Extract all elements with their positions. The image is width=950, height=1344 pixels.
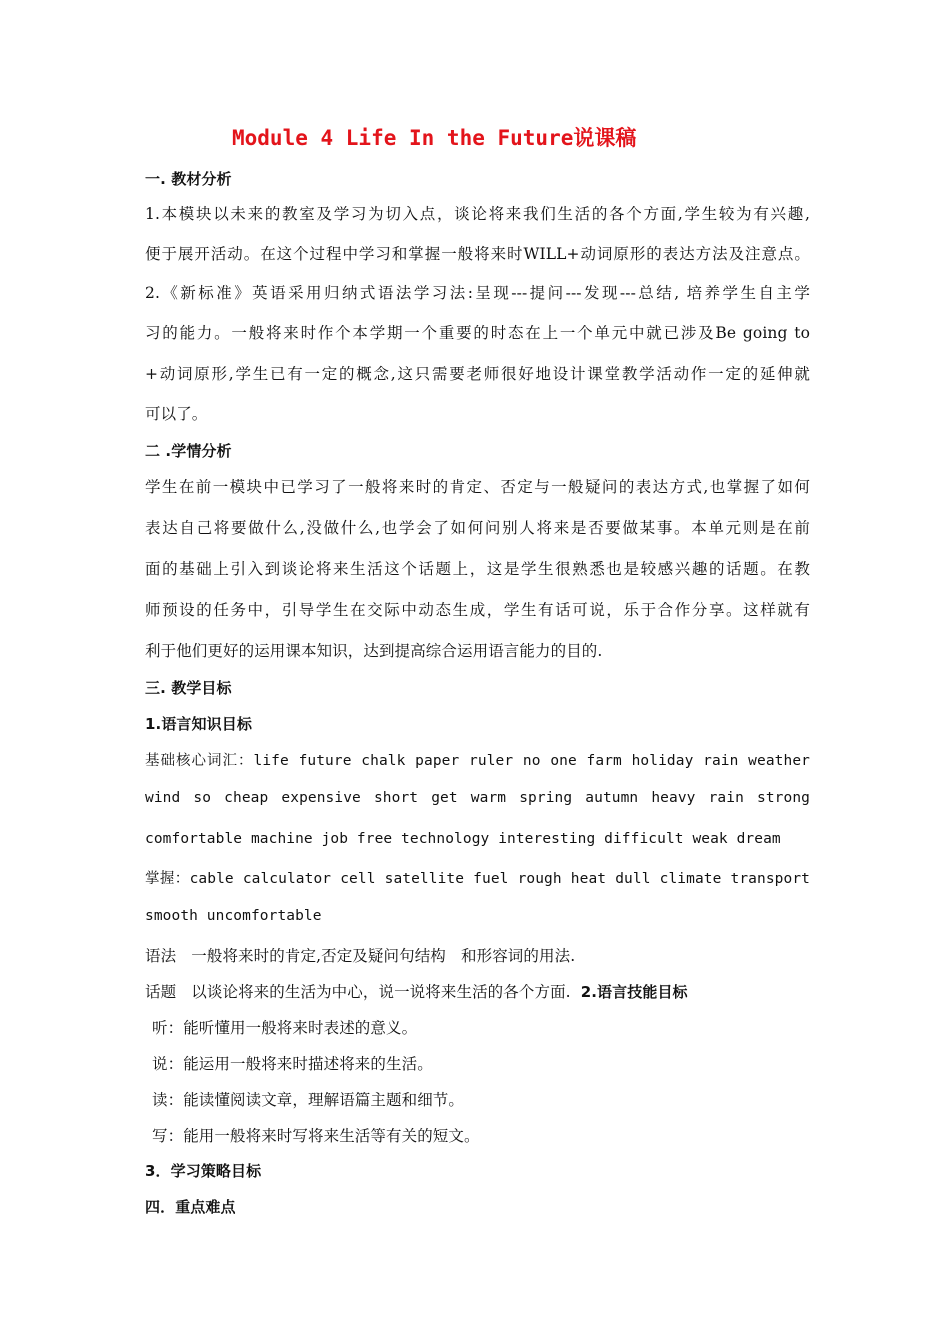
paragraph-line: 1.本模块以未来的教室及学习为切入点，谈论将来我们生活的各个方面,学生较为有兴趣, xyxy=(145,205,810,223)
section-heading-teaching-goals: 三. 教学目标 xyxy=(145,679,232,697)
paragraph-line: 习的能力。一般将来时作个本学期一个重要的时态在上一个单元中就已涉及Be going to xyxy=(145,324,810,342)
section-heading-learner-analysis: 二 .学情分析 xyxy=(145,442,232,460)
skill-listening: 听：能听懂用一般将来时表述的意义。 xyxy=(152,1019,418,1037)
paragraph-line: 2.《新标准》英语采用归纳式语法学习法:呈现---提问---发现---总结, 培养学生自主学 xyxy=(145,284,810,302)
subheading-learning-strategy: 3．学习策略目标 xyxy=(145,1162,262,1180)
section-heading-textbook-analysis: 一. 教材分析 xyxy=(145,170,232,188)
vocabulary-line: comfortable machine job free technology interesting difficult weak dream xyxy=(145,831,781,847)
subheading-language-skills: 2.语言技能目标 xyxy=(580,983,688,1001)
grammar-line: 语法 一般将来时的肯定,否定及疑问句结构 和形容词的用法. xyxy=(145,947,576,965)
document-title: Module 4 Life In the Future说课稿 xyxy=(232,126,637,150)
skill-speaking: 说：能运用一般将来时描述将来的生活。 xyxy=(152,1055,433,1073)
topic-text: 话题 以谈论将来的生活为中心，说一说将来生活的各个方面. xyxy=(145,983,571,1001)
vocabulary-line: wind so cheap expensive short get warm spring autumn heavy rain strong xyxy=(145,790,810,806)
topic-line xyxy=(145,980,810,1002)
skill-reading: 读：能读懂阅读文章，理解语篇主题和细节。 xyxy=(152,1091,465,1109)
vocabulary-line: 基础核心词汇：life future chalk paper ruler no one farm holiday rain weather xyxy=(145,753,810,769)
mastery-line: 掌握：cable calculator cell satellite fuel rough heat dull climate transport xyxy=(145,871,810,887)
paragraph-line: 利于他们更好的运用课本知识，达到提高综合运用语言能力的目的. xyxy=(145,642,603,660)
paragraph-line: 表达自己将要做什么,没做什么,也学会了如何问别人将来是否要做某事。本单元则是在前 xyxy=(145,519,810,537)
section-heading-key-points: 四．重点难点 xyxy=(145,1198,236,1216)
paragraph-line: 便于展开活动。在这个过程中学习和掌握一般将来时WILL+动词原形的表达方法及注意点。 xyxy=(145,245,810,263)
mastery-line: smooth uncomfortable xyxy=(145,908,322,924)
paragraph-line: 可以了。 xyxy=(145,405,208,423)
paragraph-line: 师预设的任务中，引导学生在交际中动态生成，学生有话可说，乐于合作分享。这样就有 xyxy=(145,601,810,619)
skill-writing: 写：能用一般将来时写将来生活等有关的短文。 xyxy=(152,1127,480,1145)
paragraph-line: 面的基础上引入到谈论将来生活这个话题上，这是学生很熟悉也是较感兴趣的话题。在教 xyxy=(145,560,810,578)
paragraph-line: +动词原形,学生已有一定的概念,这只需要老师很好地设计课堂教学活动作一定的延伸就 xyxy=(145,365,810,383)
subheading-language-knowledge: 1.语言知识目标 xyxy=(145,715,252,733)
paragraph-line: 学生在前一模块中已学习了一般将来时的肯定、否定与一般疑问的表达方式,也掌握了如何 xyxy=(145,478,810,496)
